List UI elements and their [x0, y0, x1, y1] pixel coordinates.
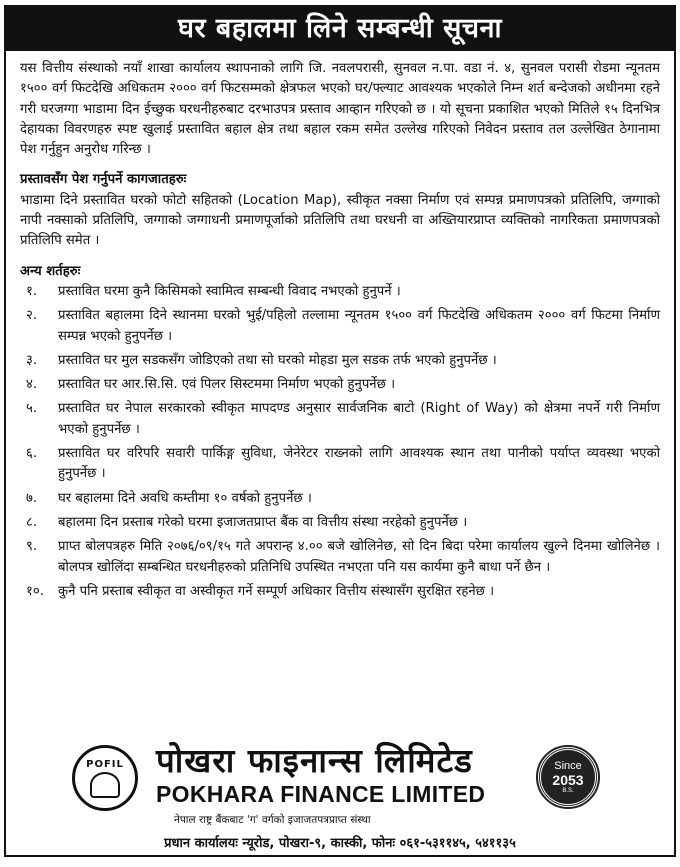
badge-year: 2053: [552, 772, 584, 788]
condition-item: [20, 489, 660, 509]
condition-text: बहालमा दिन प्रस्ताब गरेको घरमा इजाजतप्राप्त बैंक वा वित्तीय संस्था नरहेको हुनुपर्नेछ ।: [58, 514, 468, 530]
condition-item: [20, 282, 660, 302]
notice-page: [4, 5, 676, 857]
since-badge: [538, 747, 598, 807]
condition-text: घर बहालमा दिने अवधि कम्तीमा १० वर्षको हुनुपर्नेछ ।: [58, 490, 312, 506]
condition-item: [20, 513, 660, 533]
company-name-nepali: पोखरा फाइनान्स लिमिटेड: [156, 741, 473, 780]
company-logo: [72, 745, 138, 811]
condition-number: ९.: [26, 539, 38, 555]
condition-item: [20, 306, 660, 347]
condition-text: प्रस्तावित बहालमा दिने स्थानमा घरको भुई/पहिलो तल्लामा न्यूनतम १५०० वर्ग फिटदेखि अधिकतम २००० वर्ग फिटमा निर्माण सम्पन्न भएको हुनुपर्नेछ ।: [58, 308, 660, 344]
condition-number: ३.: [26, 352, 38, 368]
condition-text: प्रस्तावित घर वरिपरि सवारी पार्किङ्ग सुविधा, जेनेरेटर राख्नको लागि आवश्यक स्थान तथा पानीको पर्याप्त व्यवस्था भएको हुनुपर्नेछ ।: [58, 446, 660, 482]
condition-item: [20, 582, 660, 602]
logo-emblem-icon: [90, 772, 120, 798]
notice-title: घर बहालमा लिने सम्बन्धी सूचना: [6, 7, 674, 51]
condition-item: [20, 537, 660, 578]
condition-number: ८.: [26, 514, 38, 530]
condition-number: ४.: [26, 377, 38, 393]
documents-heading: प्रस्तावसँग पेश गर्नुपर्ने कागजातहरुः: [20, 172, 187, 188]
condition-number: ६.: [26, 446, 38, 462]
conditions-list: [20, 282, 660, 602]
condition-text: प्रस्तावित घर नेपाल सरकारको स्वीकृत मापदण्ड अनुसार सार्वजनिक बाटो (Right of Way) को क्षेत्रमा नपर्ने गरी निर्माण भएको हुनुपर्नेछ ।: [58, 401, 660, 437]
condition-item: [20, 375, 660, 395]
company-license-note: नेपाल राष्ट्र बैंकबाट 'ग' वर्गको इजाजतपत्रप्राप्त संस्था: [174, 814, 371, 826]
condition-text: प्राप्त बोलपत्रहरु मिति २०७६/०९/१५ गते अपरान्ह ४.०० बजे खोलिनेछ, सो दिन बिदा परेमा कार्यालय खुल्ने दिनमा खोलिनेछ । बोलपत्र खोलिंदा सम्बन्धित घरधनीहरुको प्रतिनिधि उपस्थित नभएता पनि यस कार्यमा कुनै बाधा पर्ने छैन ।: [58, 539, 660, 575]
condition-text: प्रस्तावित घरमा कुनै किसिमको स्वामित्व सम्बन्धी विवाद नभएको हुनुपर्ने ।: [58, 283, 401, 299]
condition-item: [20, 351, 660, 371]
intro-paragraph: यस वित्तीय संस्थाको नयाँ शाखा कार्यालय स्थापनाको लागि जि. नवलपरासी, सुनवल न.पा. वडा नं. ४, सुनवल परासी रोडमा न्यूनतम १५०० वर्ग फिटदेखि अधिकतम २००० वर्ग फिटसम्मको क्षेत्रफल भएको घर/फ्ल्याट आवश्यक भएकोले निम्न शर्त बन्देजको अधीनमा रहने गरी घरजग्गा भाडामा दिन ईच्छुक घरधनीहरुबाट दरभाउपत्र प्रस्ताव आव्हान गरिएको छ । यो सूचना प्रकाशित भएको मितिले १५ दिनभित्र देहायका विवरणहरु स्पष्ट खुलाई प्रस्तावित बहाल क्षेत्र तथा बहाल रकम समेत उल्लेख गरिएको निवेदन प्रस्ताव तल उल्लेखित ठेगानामा पेश गर्नुहुन अनुरोध गरिन्छ ।: [20, 61, 660, 158]
condition-number: ७.: [26, 490, 38, 506]
condition-item: [20, 399, 660, 440]
condition-item: [20, 444, 660, 485]
condition-text: प्रस्तावित घर आर.सि.सि. एवं पिलर सिस्टममा निर्माण भएको हुनुपर्नेछ ।: [58, 377, 396, 393]
condition-text: प्रस्तावित घर मुल सडकसँग जोडिएको तथा सो घरको मोहडा मुल सडक तर्फ भएको हुनुपर्नेछ ।: [58, 352, 497, 368]
company-name-english: POKHARA FINANCE LIMITED: [156, 781, 486, 807]
documents-text: भाडामा दिने प्रस्तावित घरको फोटो सहितको (Location Map), स्वीकृत नक्सा निर्माण एवं सम्पन्न प्रमाणपत्रको प्रतिलिपि, जग्गाको नापी नक्साको प्रतिलिपि, जग्गाको जग्गाधनी प्रमाणपूर्जाको प्रतिलिपि तथा घरधनी वा अख्तियारप्राप्त व्यक्तिको नागरिकता प्रमाणपत्रको प्रतिलिपि समेत ।: [20, 192, 660, 249]
company-footer: [6, 737, 674, 855]
badge-since: Since: [554, 760, 582, 772]
head-office-address: प्रधान कार्यालयः न्यूरोड, पोखरा-९, कास्की, फोनः ०६१-५३११४५, ५४११३५: [164, 836, 516, 851]
logo-text: POFIL: [86, 758, 124, 770]
notice-body: [6, 51, 674, 602]
badge-era: B.S.: [562, 788, 574, 794]
condition-number: १०.: [26, 583, 44, 599]
conditions-heading: अन्य शर्तहरुः: [20, 263, 81, 279]
condition-number: १.: [26, 283, 38, 299]
condition-text: कुनै पनि प्रस्ताब स्वीकृत वा अस्वीकृत गर्ने सम्पूर्ण अधिकार वित्तीय संस्थासँग सुरक्षित रहनेछ ।: [58, 583, 495, 599]
condition-number: २.: [26, 308, 38, 324]
condition-number: ५.: [26, 401, 38, 417]
